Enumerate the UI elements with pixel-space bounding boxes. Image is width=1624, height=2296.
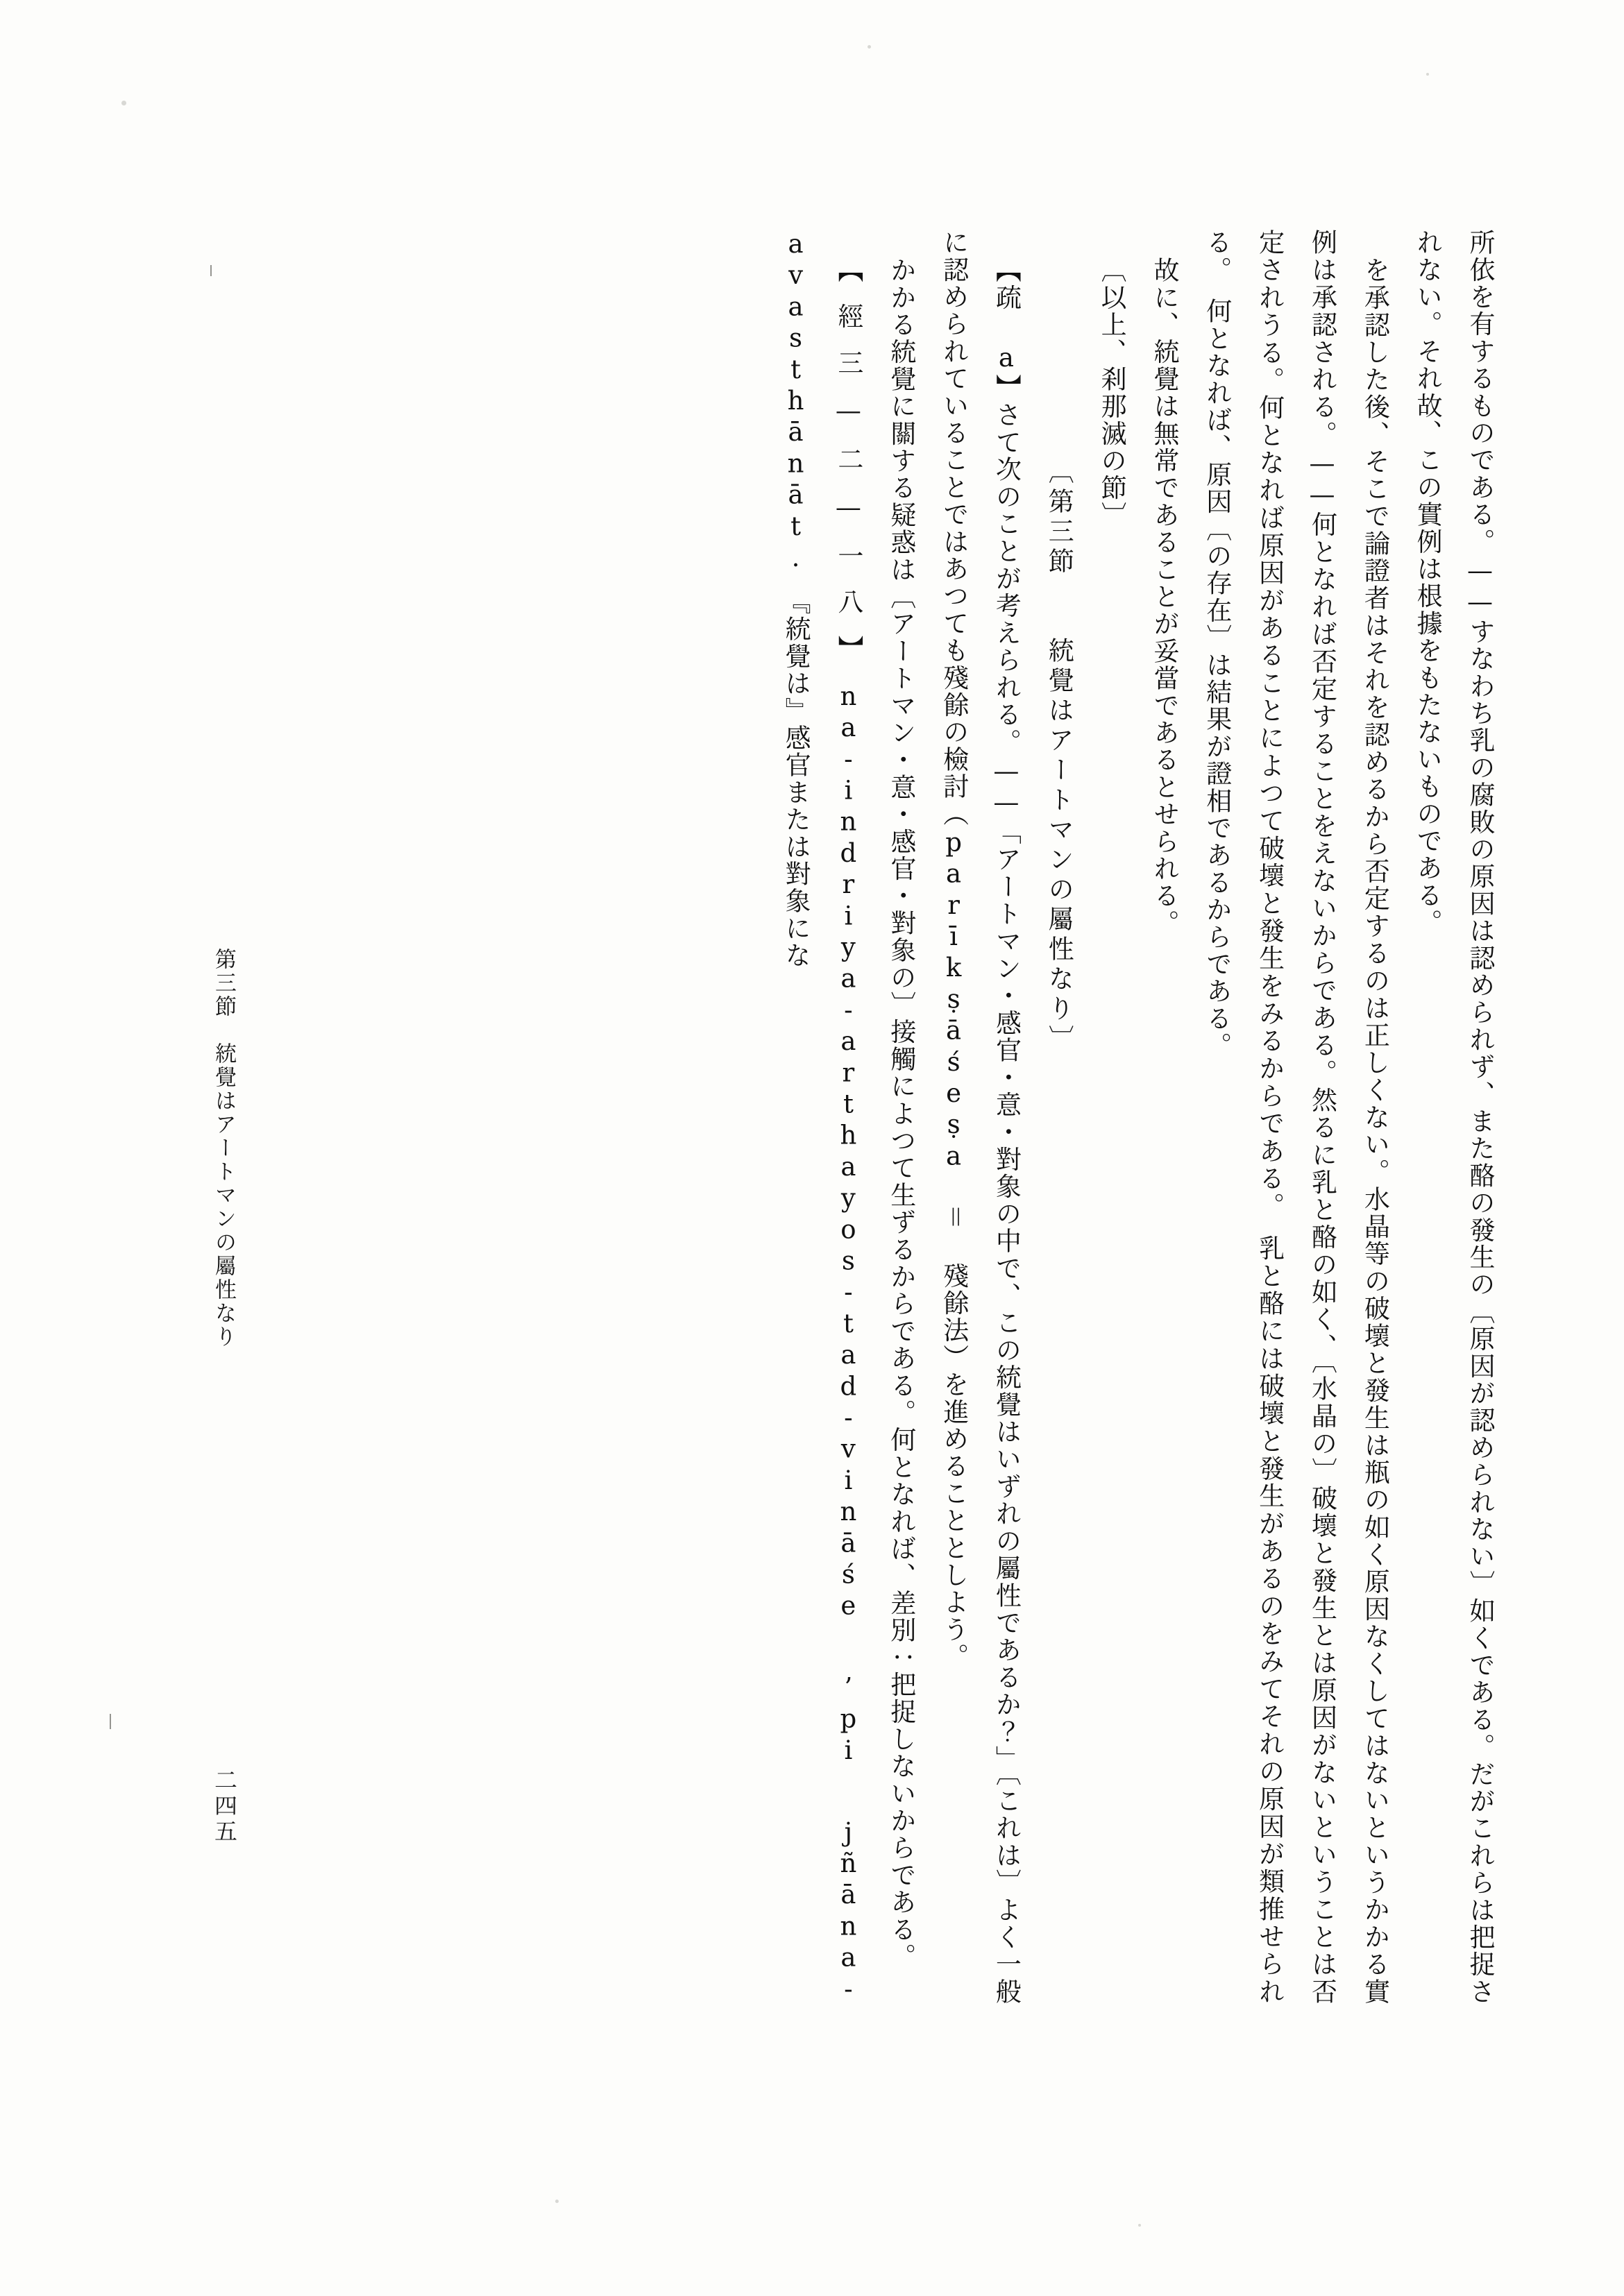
page-body-text <box>769 229 1506 2005</box>
scan-tick-mark <box>110 1714 111 1729</box>
body-paragraph-2: を承認した後、そこで論證者はそれを認めるから否定するのは正しくない。水晶等の破壞と發生は瓶の如く原因なくしてはないというかかる實例は承認される。——何となれば否定することをえないからである。然るに乳と酪の如く、〔水晶の〕破壞と發生とは原因がないということは否定されうる。何となれば原因があることによつて破壞と發生をみるからである。 乳と酪には破壞と發生があるのをみてそれの原因が類推せられる。 何となれば、原因〔の存在〕は結果が證相であるからである。 <box>1201 229 1390 2005</box>
commentary-paragraph-2: かかる統覺に關する疑惑は〔アートマン・意・感官・對象の〕接觸によつて生ずるからである。何となれば、差別：把捉しないからである。 <box>886 257 916 1971</box>
scan-speck <box>121 101 126 105</box>
scan-speck <box>868 45 871 49</box>
body-paragraph-3: 故に、統覺は無常であることが妥當であるとせられる。 <box>1149 257 1179 937</box>
section-heading: 〔第三節 統覺はアートマンの屬性なり〕 <box>1044 458 1074 1055</box>
scan-speck <box>555 2200 559 2203</box>
scan-speck <box>1138 2224 1141 2227</box>
scan-speck <box>1426 73 1429 76</box>
running-header: 第三節 統覺はアートマンの屬性なり <box>211 948 236 1349</box>
body-paragraph-4: 〔以上、刹那滅の節〕 <box>1097 257 1127 529</box>
sutra-paragraph: 【經三—二—一八】na-indriya-arthayos-tad-vināśe ’pi jñāna-avasthānāt. 『統覺は』感官または對象にな <box>781 229 863 2005</box>
page-number: 二四五 <box>211 1768 238 1845</box>
body-paragraph-1: 所依を有するものである。——すなわち乳の腐敗の原因は認められず、また酪の發生の〔原因が認められない〕如くである。だがこれらは把捉されない。それ故、この實例は根據をもたないものである。 <box>1412 229 1495 2005</box>
scan-tick-mark <box>210 265 212 276</box>
commentary-paragraph-1: 【疏 a】さて次のことが考えられる。——「アートマン・感官・意・對象の中で、この統覺はいずれの屬性であるか？」〔これは〕よく一般に認められていることではあつても殘餘の檢討（parīkṣāśeṣa ＝ 殘餘法）を進めることとしよう。 <box>938 229 1022 2005</box>
